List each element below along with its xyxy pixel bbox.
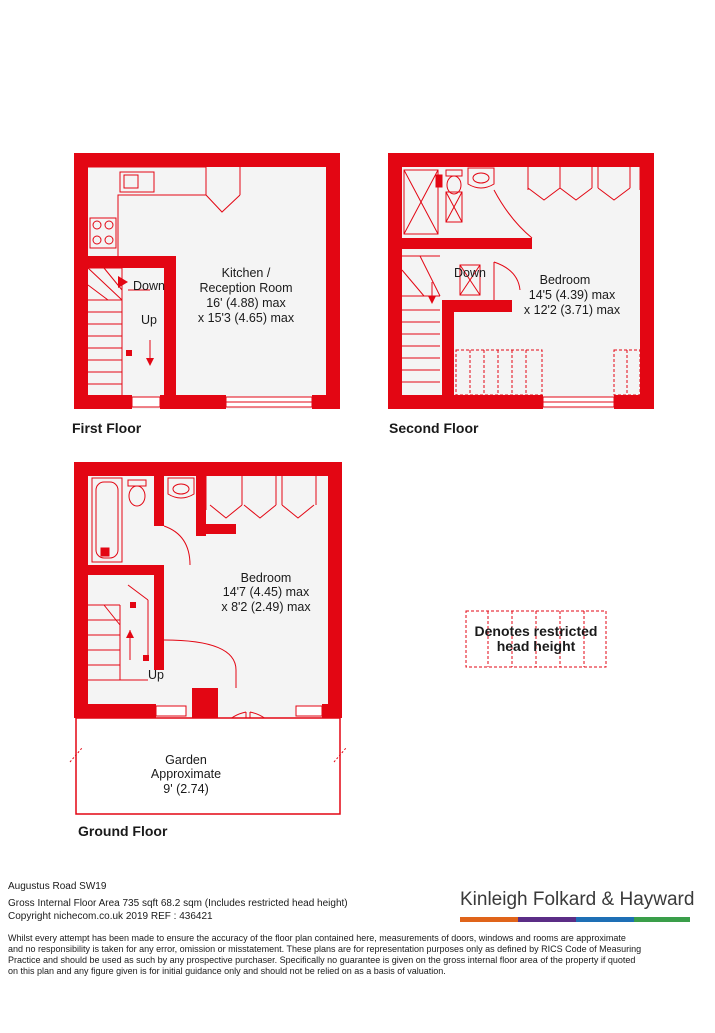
first-floor-room-dim1: 16' (4.88) max	[206, 296, 286, 310]
footer-copyright: Copyright nichecom.co.uk 2019 REF : 436421	[8, 911, 213, 922]
ground-floor-wall-left	[74, 462, 88, 718]
first-floor-wall-bottom-right	[312, 395, 340, 409]
first-floor-wall-bottom-left	[74, 395, 132, 409]
first-floor-down-label: Down	[133, 279, 165, 293]
garden-sub: Approximate	[150, 767, 222, 781]
legend-line2: head height	[496, 638, 576, 654]
ground-floor-room-dim2: x 8'2 (2.49) max	[221, 600, 311, 614]
first-floor-stair-wall-top	[88, 256, 176, 268]
second-floor-wall-left	[388, 153, 402, 409]
ground-floor-room-name: Bedroom	[240, 571, 292, 585]
first-floor-title: First Floor	[72, 420, 142, 436]
ground-floor-up-label: Up	[148, 668, 164, 682]
second-floor-wall-bottom-right	[614, 395, 654, 409]
ground-floor-wall-bottom-right	[322, 704, 342, 718]
ground-floor-room-dim1: 14'7 (4.45) max	[222, 585, 310, 599]
legend-line1: Denotes restricted	[474, 623, 598, 639]
brand-stripe-green	[634, 917, 690, 922]
second-floor-wall-bottom-left	[388, 395, 543, 409]
footer-address: Augustus Road SW19	[8, 881, 107, 892]
second-floor-down-label: Down	[454, 266, 486, 280]
first-floor-room-dim2: x 15'3 (4.65) max	[197, 311, 295, 325]
ground-floor-bathroom-wall	[88, 565, 154, 575]
first-floor-room-name: Kitchen / Reception Room	[199, 266, 293, 295]
ground-floor-title: Ground Floor	[78, 823, 168, 839]
second-floor-room-dim2: x 12'2 (3.71) max	[523, 303, 621, 317]
first-floor-wall-bottom-mid	[160, 395, 226, 409]
second-floor-wall-top	[388, 153, 654, 167]
first-floor-wall-right	[326, 153, 340, 409]
ground-floor-hall-wall	[154, 476, 164, 526]
disclaimer-line3: Practice and should be used as such by any prospective purchaser. Specifically no guarantee is given on the gross internal floor area of the property if quoted	[8, 955, 636, 965]
first-floor-wall-top	[74, 153, 340, 167]
ground-floor-wall-top	[74, 462, 342, 476]
brand-stripe-blue	[576, 917, 634, 922]
brand-stripe-orange	[460, 917, 518, 922]
second-floor-title: Second Floor	[389, 420, 479, 436]
second-floor-wall-right	[640, 153, 654, 409]
ground-floor-wall-right	[328, 462, 342, 718]
second-floor-bathroom-wall	[402, 238, 532, 249]
disclaimer-line2: and no responsibility is taken for any error, omission or misstatement. These plans are for representation purposes only as defined by RICS Code of Measuring	[8, 944, 642, 954]
disclaimer-line1: Whilst every attempt has been made to ensure the accuracy of the floor plan contained here, measurements of doors, windows and rooms are approximate	[8, 933, 626, 943]
second-floor-room-name: Bedroom	[539, 273, 591, 287]
footer-area: Gross Internal Floor Area 735 sqft 68.2 sqm (Includes restricted head height)	[8, 898, 348, 909]
garden-name: Garden	[165, 753, 207, 767]
ground-floor-wall-bottom-left	[74, 704, 156, 718]
first-floor-stair-wall-right	[164, 256, 176, 395]
ground-floor-window-right	[296, 706, 322, 716]
brand-name: Kinleigh Folkard & Hayward	[460, 889, 695, 910]
brand-stripe-purple	[518, 917, 576, 922]
first-floor-up-label: Up	[141, 313, 157, 327]
garden-dim: 9' (2.74)	[163, 782, 209, 796]
first-floor-wall-left	[74, 153, 88, 409]
ground-floor-window-left	[156, 706, 186, 716]
first-floor-window-stair	[132, 397, 160, 407]
second-floor-room-dim1: 14'5 (4.39) max	[528, 288, 616, 302]
second-floor-landing-wall	[442, 300, 454, 395]
disclaimer-line4: on this plan and any figure given is for initial guidance only and should not be relied on as a basis of valuation.	[8, 966, 446, 976]
